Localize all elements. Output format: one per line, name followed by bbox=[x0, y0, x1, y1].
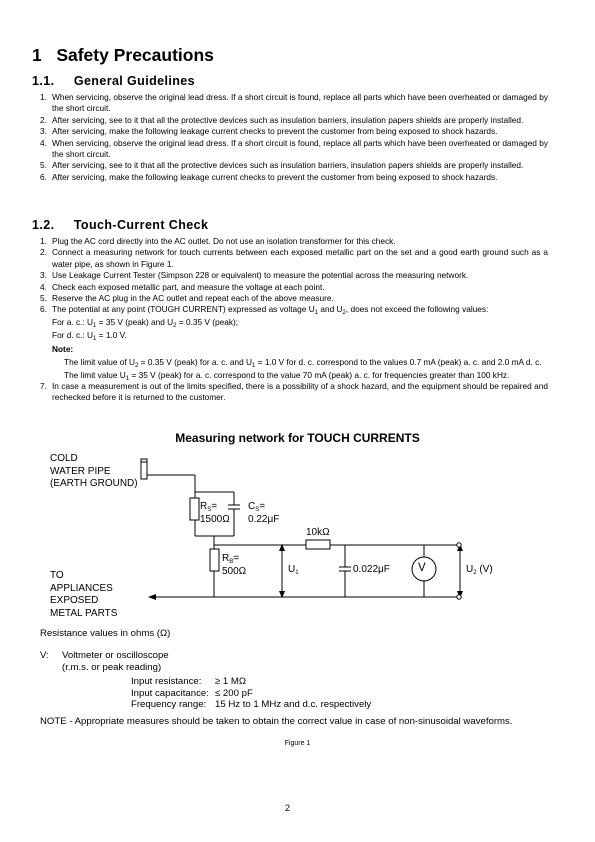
note-2: The limit value $U_1 = 35$ V (peak) for a. c. correspond to the value 70 mA (peak) a. c. for frequencies greater than 100 kHz. bbox=[64, 370, 510, 383]
v-label: V: bbox=[40, 650, 49, 661]
spec-value: 15 Hz to 1 MHz and d.c. respectively bbox=[215, 699, 372, 711]
list-item bbox=[40, 115, 548, 126]
spec-label: Frequency range: bbox=[131, 699, 207, 711]
item-number: 2. bbox=[40, 114, 47, 125]
cs-value: 0.22μF bbox=[248, 514, 280, 525]
section-heading-touch-current bbox=[32, 218, 208, 232]
spec-row bbox=[131, 699, 371, 711]
spec-label: Input capacitance: bbox=[131, 687, 209, 699]
to-label-line: TO bbox=[50, 570, 64, 581]
rb-resistor bbox=[210, 549, 219, 571]
note-1: The limit value of $U_2 = 0.35$ V (peak) for a. c. and $U_1 = 1.0$ V for d. c. correspond to the values 0.7 mA (peak) a. c. and 2.0 mA d. c. bbox=[64, 357, 542, 370]
list-item bbox=[40, 247, 548, 270]
item-text: Reserve the AC plug in the AC outlet and repeat each of the above measure. bbox=[52, 293, 334, 304]
cold-label-line: (EARTH GROUND) bbox=[50, 478, 138, 489]
item-text: When servicing, observe the original lead dress. If a short circuit is found, replace all parts which have been overheated or damaged by the short circuit. bbox=[52, 92, 548, 114]
title-number: 1 bbox=[32, 45, 42, 65]
item-number: 6. bbox=[40, 171, 47, 182]
figure-title: Measuring network for TOUCH CURRENTS bbox=[175, 431, 420, 445]
page-title bbox=[32, 45, 214, 66]
item-text: When servicing, observe the original lead dress. If a short circuit is found, replace all parts which have been overheated or damaged by the short circuit. bbox=[52, 137, 548, 160]
section-heading-general bbox=[32, 74, 195, 88]
page-number: 2 bbox=[284, 803, 290, 813]
section-number: 1.2. bbox=[32, 218, 55, 232]
section-title: General Guidelines bbox=[73, 74, 195, 88]
rb-value: 500Ω bbox=[222, 566, 247, 577]
cold-label-line: COLD bbox=[50, 453, 78, 464]
note-label: Note: bbox=[52, 343, 74, 354]
item-number: 3. bbox=[40, 270, 47, 281]
to-appliances-label bbox=[50, 570, 117, 620]
rs-label: $R_S=$ 1500Ω bbox=[200, 501, 230, 525]
v-desc-line-2: (r.m.s. or peak reading) bbox=[62, 661, 162, 673]
list-item bbox=[40, 236, 548, 247]
dc-limit: For d. c.: $U_1 = 1.0$ V. bbox=[52, 330, 127, 343]
item-number: 4. bbox=[40, 281, 47, 292]
list-item bbox=[40, 138, 548, 161]
u1-label: $U_1$ bbox=[288, 564, 299, 576]
item-text: After servicing, make the following leakage current checks to prevent the customer from being exposed to shock hazards. bbox=[52, 126, 498, 137]
list-item bbox=[40, 172, 548, 183]
meter-label: V bbox=[418, 562, 426, 574]
u2-label: $U_2$ (V) bbox=[466, 564, 493, 576]
to-lines bbox=[50, 570, 117, 620]
section-title: Touch-Current Check bbox=[73, 218, 209, 232]
list-item bbox=[40, 282, 548, 293]
rs-resistor bbox=[190, 498, 199, 520]
figure-caption: Figure 1 bbox=[284, 740, 311, 747]
item-number: 2. bbox=[40, 247, 47, 258]
spec-row bbox=[131, 688, 371, 700]
general-guidelines-list bbox=[40, 92, 548, 183]
item-text: Check each exposed metallic part, and measure the voltage at each point. bbox=[52, 281, 325, 292]
section-number: 1.1. bbox=[32, 74, 55, 88]
item-text: Connect a measuring network for touch currents between each exposed metallic part on the set and a good earth ground such as a water pipe, as shown in Figure 1. bbox=[52, 247, 548, 269]
ac-limit: For a. c.: $U_1 = 35$ V (peak) and $U_2 = 0.35$ V (peak); bbox=[52, 316, 239, 329]
to-label-line: EXPOSED bbox=[50, 595, 99, 606]
spec-row bbox=[131, 676, 371, 688]
item-text: In case a measurement is out of the limits specified, there is a possibility of a shock hazard, and the equipment should be repaired and rechecked before it is returned to the customer. bbox=[52, 381, 548, 403]
item-number: 6. bbox=[40, 304, 47, 315]
r10k-label: 10kΩ bbox=[306, 527, 330, 538]
waveform-note: NOTE - Appropriate measures should be taken to obtain the correct value in case of non-sinusoidal waveforms. bbox=[40, 716, 513, 727]
item-number: 4. bbox=[40, 137, 47, 148]
list-item bbox=[40, 126, 548, 137]
touch-current-list bbox=[40, 236, 548, 404]
title-text: Safety Precautions bbox=[56, 45, 214, 65]
cold-label-line: WATER PIPE bbox=[50, 465, 111, 477]
item-number: 7. bbox=[40, 381, 47, 392]
meter-specs bbox=[131, 676, 371, 711]
water-pipe-icon bbox=[141, 459, 147, 479]
list-item bbox=[40, 270, 548, 281]
item-text: After servicing, make the following leakage current checks to prevent the customer from being exposed to shock hazards. bbox=[52, 171, 498, 182]
v-description bbox=[62, 650, 169, 673]
c2-value: 0.022μF bbox=[353, 564, 390, 575]
to-label-line: APPLIANCES bbox=[50, 582, 113, 594]
rs-value: 1500Ω bbox=[200, 514, 230, 525]
list-item bbox=[40, 381, 548, 404]
cold-water-pipe-label bbox=[50, 453, 138, 491]
item-text: After servicing, see to it that all the protective devices such as insulation barriers, insulation papers shields are properly installed. bbox=[52, 160, 524, 171]
item-number: 5. bbox=[40, 293, 47, 304]
item-text: Use Leakage Current Tester (Simpson 228 or equivalent) to measure the potential across the measuring network. bbox=[52, 270, 469, 281]
item-number: 1. bbox=[40, 92, 47, 102]
spec-label: Input resistance: bbox=[131, 676, 202, 687]
v-desc-line-1: Voltmeter or oscilloscope bbox=[62, 650, 169, 661]
item-number: 3. bbox=[40, 126, 47, 137]
list-item bbox=[40, 293, 548, 304]
item-text: Plug the AC cord directly into the AC outlet. Do not use an isolation transformer for this check. bbox=[52, 236, 396, 246]
cold-lines bbox=[50, 453, 138, 491]
list-item bbox=[40, 92, 548, 115]
spec-value: ≥ 1 MΩ bbox=[215, 676, 247, 687]
item-text: After servicing, see to it that all the protective devices such as insulation barriers, insulation papers shields are properly installed. bbox=[52, 114, 524, 125]
item-number: 1. bbox=[40, 236, 47, 246]
touch-current-steps bbox=[40, 236, 548, 316]
item-text: The potential at any point (TOUGH CURRENT) expressed as voltage $U_1$ and $U_2$, does not exceed the following values: bbox=[52, 304, 489, 317]
list-item bbox=[40, 304, 548, 315]
r10k-resistor bbox=[306, 540, 330, 549]
resistance-note: Resistance values in ohms (Ω) bbox=[40, 628, 171, 639]
list-item bbox=[40, 160, 548, 171]
rb-label: $R_B=$ 500Ω bbox=[222, 553, 247, 577]
spec-value: ≤ 200 pF bbox=[215, 687, 253, 699]
item-number: 5. bbox=[40, 160, 47, 171]
to-label-line: METAL PARTS bbox=[50, 607, 118, 619]
cs-label: $C_S=$ 0.22μF bbox=[248, 501, 280, 525]
